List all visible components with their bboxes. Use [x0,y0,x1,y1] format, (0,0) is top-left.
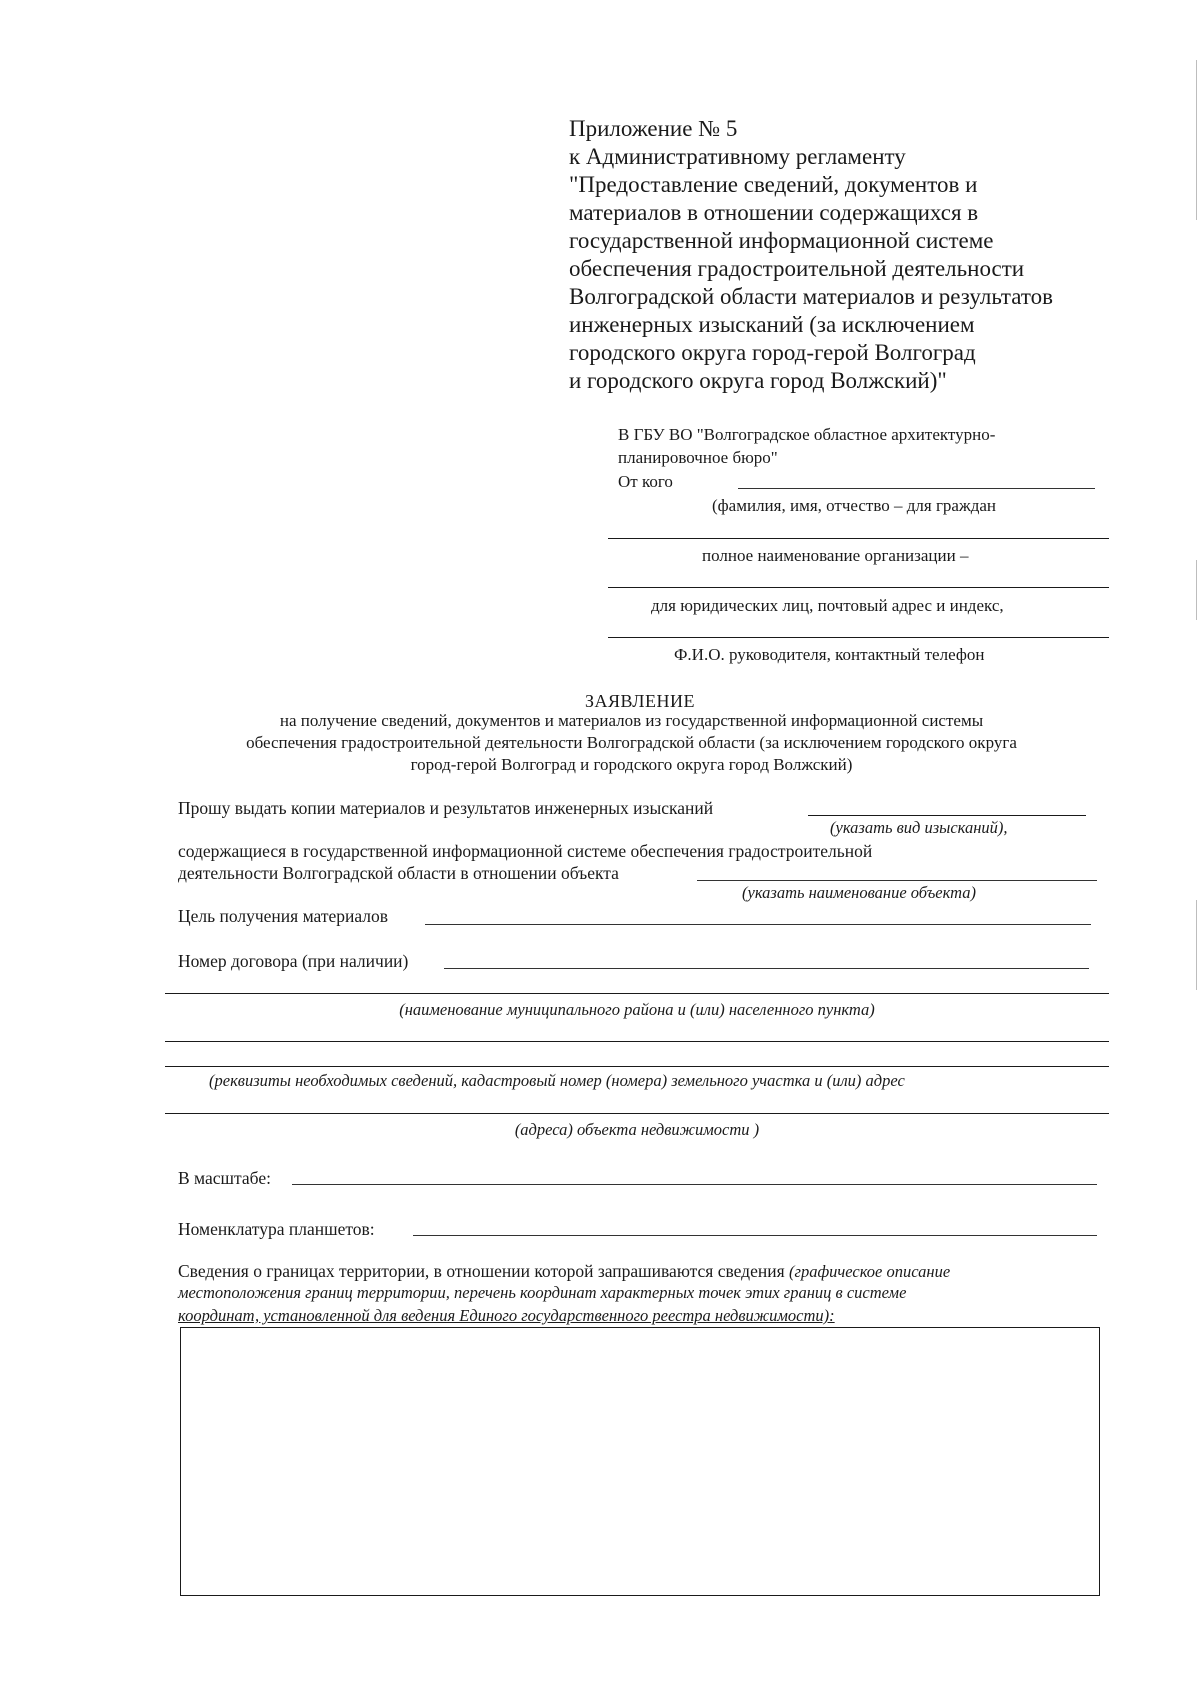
contained-text: деятельности Волгоградской области в отношении объекта [178,863,619,883]
municipality-field[interactable] [165,993,1109,994]
header-line: городского округа город-герой Волгоград [569,340,976,365]
contract-number-field[interactable] [444,968,1089,969]
boundaries-text: Сведения о границах территории, в отношении которой запрашиваются сведения [178,1261,785,1281]
addressee-line: планировочное бюро" [618,448,778,467]
boundaries-hint: местоположения границ территории, перечень координат характерных точек этих границ в системе [178,1283,907,1302]
boundaries-hint: координат, установленной для ведения Единого государственного реестра недвижимости): [178,1306,835,1325]
header-line: обеспечения градостроительной деятельности [569,256,1025,281]
title-line: город-герой Волгоград и городского округа город Волжский) [410,755,853,774]
purpose-field[interactable] [425,924,1091,925]
nomenclature-label: Номенклатура планшетов: [178,1219,375,1239]
survey-type-field[interactable] [808,815,1086,816]
addressee-underline [608,637,1109,638]
addressee-underline [608,587,1109,588]
header-line: Волгоградской области материалов и результатов [569,284,1053,309]
header-line: и городского округа город Волжский)" [569,368,947,393]
municipality-hint: (наименование муниципального района и (или) населенного пункта) [399,1000,875,1019]
purpose-label: Цель получения материалов [178,906,389,926]
boundaries-description-box[interactable] [180,1327,1100,1596]
contained-text: содержащиеся в государственной информационной системе обеспечения градостроительной [178,841,873,861]
header-line: материалов в отношении содержащихся в [569,200,979,225]
appendix-number: Приложение № 5 [569,116,738,141]
addressee-hint: полное наименование организации – [702,546,969,565]
object-name-hint: (указать наименование объекта) [742,883,976,902]
scale-label: В масштабе: [178,1168,271,1188]
request-label: Прошу выдать копии материалов и результатов инженерных изысканий [178,798,714,818]
object-name-field[interactable] [697,880,1097,881]
addressee-underline [608,538,1109,539]
requisites-field-1[interactable] [165,1041,1109,1042]
scale-field[interactable] [292,1184,1097,1185]
title-line: на получение сведений, документов и материалов из государственной информационной системы [279,711,984,730]
from-underline [738,488,1095,489]
header-line: инженерных изысканий (за исключением [569,312,975,337]
requisites-hint: (реквизиты необходимых сведений, кадастровый номер (номера) земельного участка и (или) адрес [209,1071,905,1090]
address-field[interactable] [165,1113,1109,1114]
title-line: обеспечения градостроительной деятельности Волгоградской области (за исключением городского округа [246,733,1017,752]
document-title: ЗАЯВЛЕНИЕ [584,691,696,711]
header-line: государственной информационной системе [569,228,994,253]
from-label: От кого [618,472,673,491]
addressee-line: В ГБУ ВО "Волгоградское областное архитектурно- [618,425,996,444]
header-line: "Предоставление сведений, документов и [569,172,978,197]
boundaries-line [178,1260,950,1283]
addressee-hint: для юридических лиц, почтовый адрес и индекс, [651,596,1004,615]
scan-edge-mark [1196,900,1197,990]
scan-edge-mark [1196,560,1197,620]
contract-label: Номер договора (при наличии) [178,951,409,971]
scan-edge-mark [1196,60,1197,220]
boundaries-hint: (графическое описание [789,1262,951,1281]
nomenclature-field[interactable] [413,1235,1097,1236]
requisites-field-2[interactable] [165,1066,1109,1067]
header-line: к Административному регламенту [569,144,906,169]
addressee-hint: Ф.И.О. руководителя, контактный телефон [674,645,985,664]
survey-type-hint: (указать вид изысканий), [830,818,1008,837]
addressee-hint: (фамилия, имя, отчество – для граждан [712,496,997,515]
address-hint: (адреса) объекта недвижимости ) [514,1120,760,1139]
